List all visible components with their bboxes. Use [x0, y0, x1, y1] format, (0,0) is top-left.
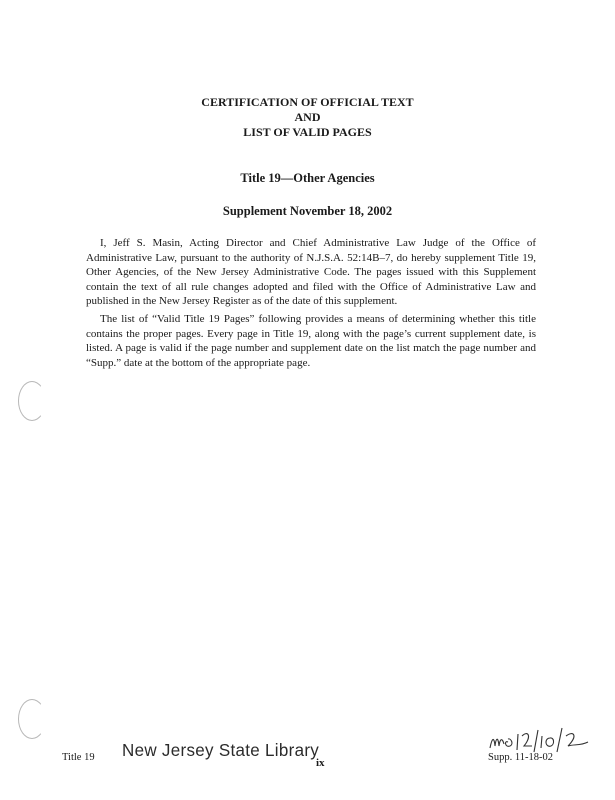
page-number: ix	[316, 757, 325, 769]
punch-hole-mark	[18, 381, 46, 421]
library-stamp: New Jersey State Library	[122, 740, 320, 761]
supplement-date: Supp. 11-18-02	[488, 752, 553, 763]
paragraph-2: The list of “Valid Title 19 Pages” following provides a means of determining whether this title contains the proper pages. Every page in Title 19, along with the page’s current supplement date, is listed. A page is valid if the page number and supplement date on the list match the page number and “Supp.” date at the bottom of the appropriate page.	[86, 313, 536, 369]
punch-hole-mark	[18, 699, 46, 739]
certification-heading	[0, 95, 615, 140]
certification-paragraph	[86, 236, 536, 315]
paragraph-1: I, Jeff S. Masin, Acting Director and Chief Administrative Law Judge of the Office of Administrative Law, pursuant to the authority of N.J.S.A. 52:14B–7, do hereby supplement Title 19, Other Agencies, of the New Jersey Administrative Code. The pages issued with this Supplement contain the text of all rule changes adopted and filed with the Office of Administrative Law and published in the New Jersey Register as of the date of this supplement.	[86, 237, 536, 308]
supplement-heading: Supplement November 18, 2002	[222, 204, 393, 218]
valid-pages-paragraph	[86, 312, 536, 376]
heading-line-2: AND	[294, 110, 321, 124]
title-heading: Title 19—Other Agencies	[240, 171, 375, 185]
heading-line-3: LIST OF VALID PAGES	[243, 125, 372, 139]
heading-line-1: CERTIFICATION OF OFFICIAL TEXT	[201, 95, 414, 109]
footer-title: Title 19	[62, 752, 95, 763]
